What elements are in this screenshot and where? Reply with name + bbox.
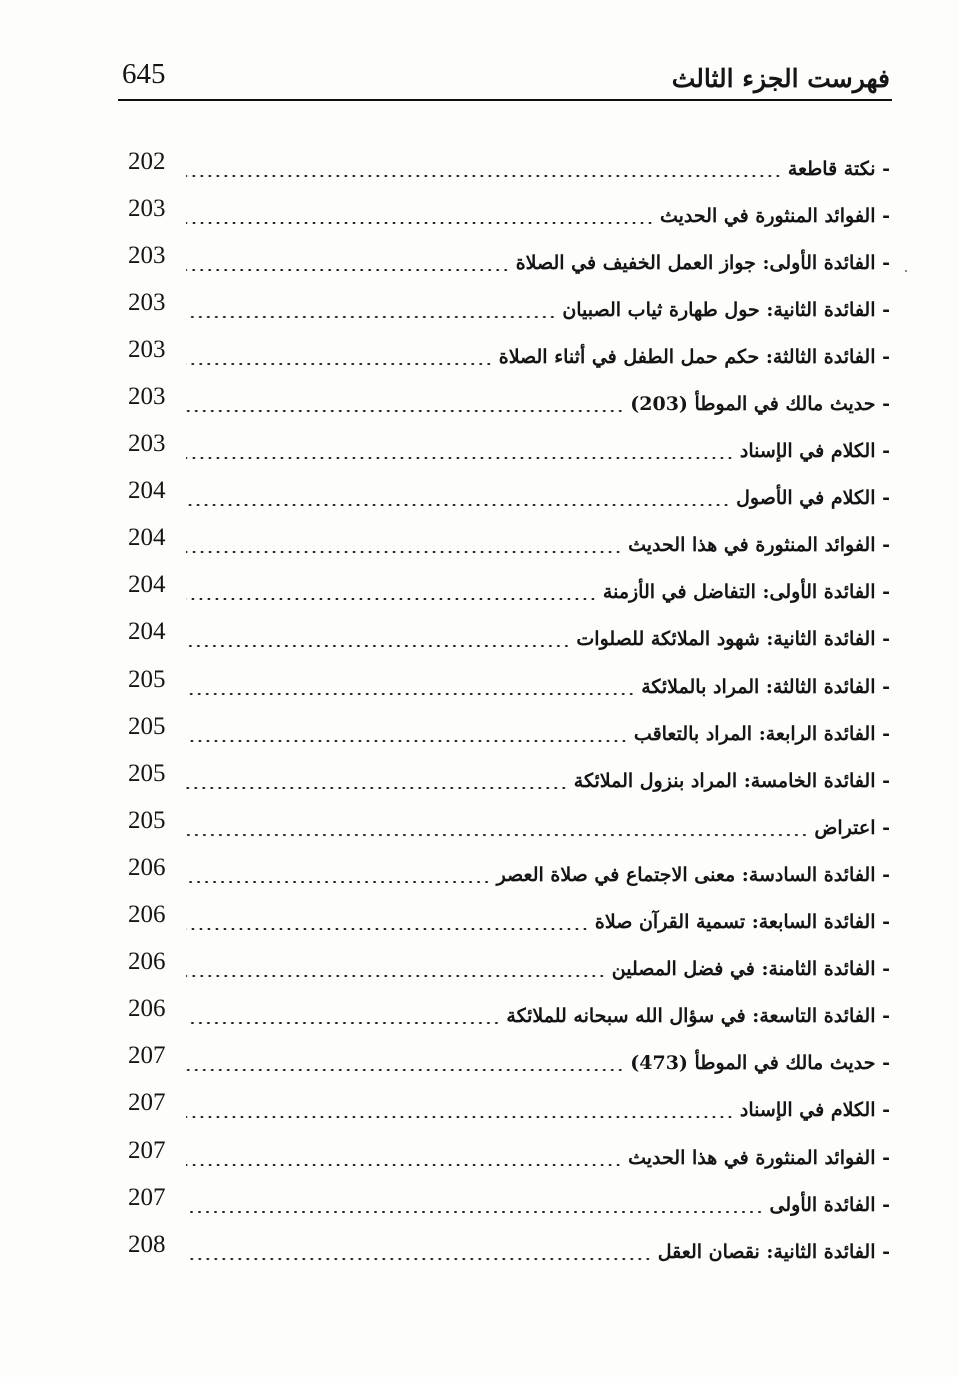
toc-entry-page: 207 (128, 1136, 166, 1164)
dot-leader (186, 551, 622, 553)
toc-entry (128, 1228, 890, 1275)
dot-leader (186, 787, 568, 789)
dot-leader (186, 881, 491, 883)
toc-entry-page: 207 (128, 1089, 166, 1117)
toc-entry (128, 192, 890, 239)
dot-leader (186, 1116, 734, 1118)
toc-entry-page: 204 (128, 571, 166, 599)
toc-entry-page: 204 (128, 618, 166, 646)
toc-entry-page: 207 (128, 1042, 166, 1070)
dot-leader (186, 975, 606, 977)
dot-leader (186, 1069, 624, 1071)
toc-entry-page: 204 (128, 477, 166, 505)
dot-leader (186, 457, 734, 459)
toc-entry (128, 286, 890, 333)
toc-entry-title: - الفائدة السابعة: تسمية القرآن صلاة (594, 911, 890, 934)
toc-entry (128, 757, 890, 804)
toc-entry-title: - الفائدة التاسعة: في سؤال الله سبحانه للملائكة (506, 1005, 890, 1028)
dot-leader (186, 1164, 622, 1166)
toc-entry (128, 239, 890, 286)
scan-speck (905, 270, 907, 272)
toc-entry (128, 1134, 890, 1181)
toc-entry-page: 206 (128, 948, 166, 976)
toc-entry-title: - الفائدة الثالثة: حكم حمل الطفل في أثناء الصلاة (498, 345, 890, 368)
toc-entry-title: - الكلام في الأصول (736, 487, 890, 510)
toc-entry-title: - الفائدة الثانية: نقصان العقل (657, 1240, 890, 1263)
dot-leader (186, 1258, 652, 1260)
toc-entry-title: - الفائدة الأولى (769, 1193, 890, 1216)
toc-entry-page: 203 (128, 194, 166, 222)
toc-entry-page: 206 (128, 995, 166, 1023)
toc-entry (128, 804, 890, 851)
toc-entry-title: - الفوائد المنثورة في الحديث (659, 204, 890, 227)
toc-entry (128, 710, 890, 757)
toc-entry-title: - الفائدة السادسة: معنى الاجتماع في صلاة العصر (496, 863, 890, 886)
toc-entry (128, 569, 890, 616)
toc-entry (128, 899, 890, 946)
toc-entry (128, 145, 890, 192)
dot-leader (186, 928, 589, 930)
toc-entry (128, 1040, 890, 1087)
page-number: 645 (122, 58, 166, 90)
dot-leader (186, 504, 730, 506)
toc-entry (128, 946, 890, 993)
toc-entry-title: - حديث مالك في الموطأ (203) (630, 393, 890, 416)
dot-leader (186, 693, 635, 695)
toc-entry (128, 522, 890, 569)
toc-entry-title: - الفائدة الثامنة: في فضل المصلين (611, 958, 890, 981)
toc-entry-title: - الفوائد المنثورة في هذا الحديث (628, 1146, 890, 1169)
toc-entry-title: - الكلام في الإسناد (739, 440, 890, 463)
toc-entry (128, 475, 890, 522)
toc-entry (128, 993, 890, 1040)
toc-entry (128, 333, 890, 380)
dot-leader (186, 1022, 500, 1024)
dot-leader (186, 363, 493, 365)
dot-leader (186, 1211, 764, 1213)
dot-leader (186, 175, 782, 177)
toc-entry-title: - حديث مالك في الموطأ (473) (630, 1052, 890, 1075)
toc-entry-page: 203 (128, 241, 166, 269)
toc-entry-page: 204 (128, 524, 166, 552)
toc-entry-title: - نكتة قاطعة (787, 157, 890, 180)
toc-entry-page: 202 (128, 147, 166, 175)
toc-entry-page: 207 (128, 1183, 166, 1211)
toc-entry-page: 205 (128, 759, 166, 787)
dot-leader (186, 598, 597, 600)
toc-entry (128, 428, 890, 475)
toc-entry-page: 203 (128, 288, 166, 316)
toc-entry-page: 203 (128, 383, 166, 411)
toc-entry-title: - الفائدة الثانية: حول طهارة ثياب الصبيان (562, 298, 890, 321)
toc-entry-page: 206 (128, 901, 166, 929)
toc-entry-title: - الفائدة الخامسة: المراد بنزول الملائكة (573, 769, 890, 792)
header-divider (118, 99, 892, 101)
dot-leader (186, 410, 624, 412)
toc-entry-page: 205 (128, 712, 166, 740)
dot-leader (186, 645, 570, 647)
toc-entry-title: - الفوائد المنثورة في هذا الحديث (628, 534, 890, 557)
toc-entry (128, 1181, 890, 1228)
dot-leader (186, 269, 510, 271)
toc-list (128, 145, 890, 1275)
dot-leader (186, 316, 556, 318)
toc-entry-page: 206 (128, 853, 166, 881)
toc-entry (128, 663, 890, 710)
toc-entry-title: - اعتراض (814, 816, 890, 839)
toc-entry-title: - الكلام في الإسناد (739, 1099, 890, 1122)
toc-entry-page: 205 (128, 665, 166, 693)
toc-entry (128, 1087, 890, 1134)
toc-entry-page: 203 (128, 430, 166, 458)
page-title: فهرست الجزء الثالث (671, 64, 890, 93)
toc-entry (128, 380, 890, 427)
dot-leader (186, 222, 654, 224)
toc-entry-title: - الفائدة الأولى: جواز العمل الخفيف في الصلاة (515, 251, 890, 274)
toc-entry-title: - الفائدة الثالثة: المراد بالملائكة (641, 675, 890, 698)
dot-leader (186, 740, 628, 742)
toc-entry-page: 203 (128, 335, 166, 363)
toc-entry-page: 205 (128, 806, 166, 834)
toc-entry (128, 851, 890, 898)
page-header (118, 56, 892, 100)
toc-entry-title: - الفائدة الرابعة: المراد بالتعاقب (633, 722, 890, 745)
toc-entry (128, 616, 890, 663)
toc-entry-page: 208 (128, 1230, 166, 1258)
dot-leader (186, 834, 808, 836)
toc-entry-title: - الفائدة الثانية: شهود الملائكة للصلوات (576, 628, 890, 651)
toc-entry-title: - الفائدة الأولى: التفاضل في الأزمنة (602, 581, 890, 604)
